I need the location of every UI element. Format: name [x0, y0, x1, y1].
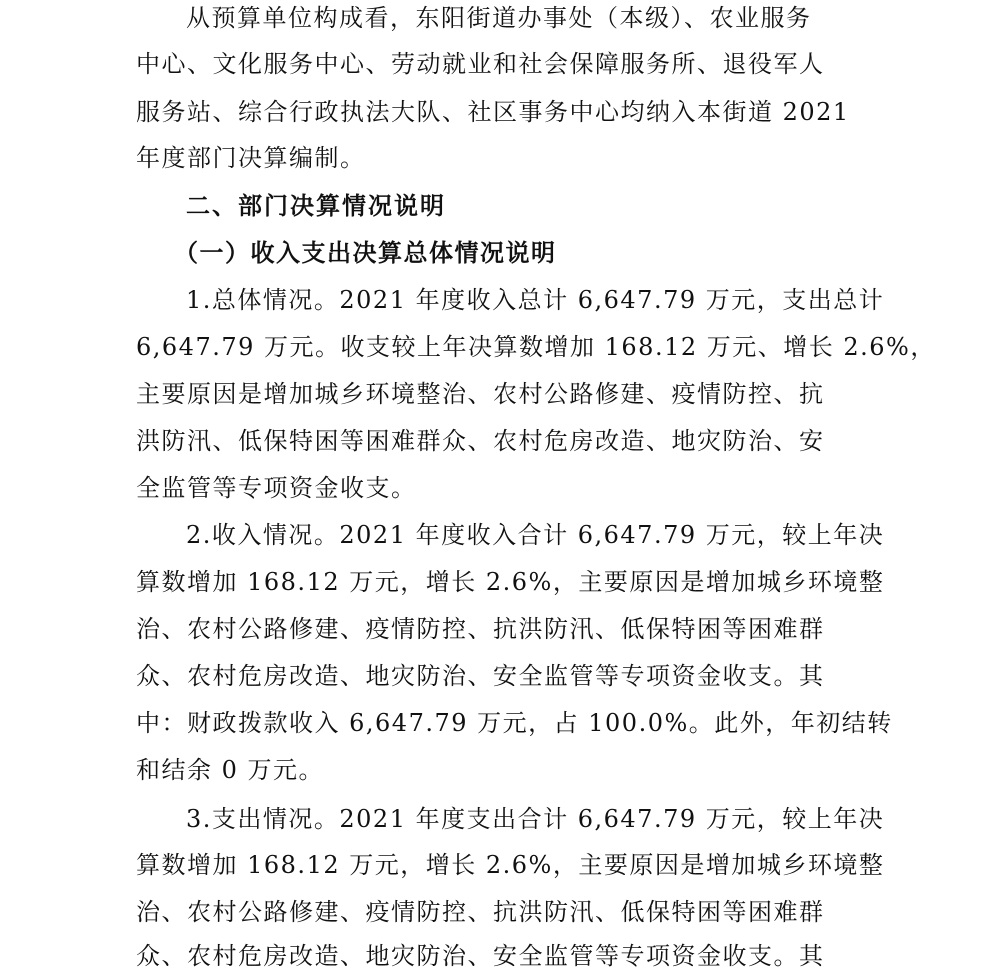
paragraph-line: 中心、文化服务中心、劳动就业和社会保障服务所、退役军人 — [136, 50, 825, 78]
paragraph-line: 众、农村危房改造、地灾防治、安全监管等专项资金收支。其 — [136, 662, 825, 690]
paragraph-line: 治、农村公路修建、疫情防控、抗洪防汛、低保特困等困难群 — [136, 898, 825, 926]
paragraph-line: 众、农村危房改造、地灾防治、安全监管等专项资金收支。其 — [136, 942, 825, 970]
paragraph-line: 年度部门决算编制。 — [136, 144, 366, 172]
subsection-heading: （一）收入支出决算总体情况说明 — [174, 239, 557, 267]
paragraph-line: 从预算单位构成看，东阳街道办事处（本级）、农业服务 — [186, 4, 812, 32]
paragraph-line: 1.总体情况。2021 年度收入总计 6,647.79 万元，支出总计 — [186, 286, 885, 314]
paragraph-line: 服务站、综合行政执法大队、社区事务中心均纳入本街道 2021 — [136, 98, 850, 126]
paragraph-line: 算数增加 168.12 万元，增长 2.6%，主要原因是增加城乡环境整 — [136, 851, 885, 879]
paragraph-line: 6,647.79 万元。收支较上年决算数增加 168.12 万元、增长 2.6%， — [136, 333, 936, 361]
paragraph-line: 2.收入情况。2021 年度收入合计 6,647.79 万元，较上年决 — [186, 521, 885, 549]
paragraph-line: 主要原因是增加城乡环境整治、农村公路修建、疫情防控、抗 — [136, 380, 825, 408]
paragraph-line: 全监管等专项资金收支。 — [136, 474, 417, 502]
paragraph-line: 治、农村公路修建、疫情防控、抗洪防汛、低保特困等困难群 — [136, 615, 825, 643]
paragraph-line: 3.支出情况。2021 年度支出合计 6,647.79 万元，较上年决 — [186, 805, 885, 833]
paragraph-line: 洪防汛、低保特困等困难群众、农村危房改造、地灾防治、安 — [136, 427, 825, 455]
section-heading: 二、部门决算情况说明 — [186, 192, 446, 220]
paragraph-line: 算数增加 168.12 万元，增长 2.6%，主要原因是增加城乡环境整 — [136, 568, 885, 596]
paragraph-line: 和结余 0 万元。 — [136, 756, 325, 784]
paragraph-line: 中：财政拨款收入 6,647.79 万元，占 100.0%。此外，年初结转 — [136, 709, 893, 737]
